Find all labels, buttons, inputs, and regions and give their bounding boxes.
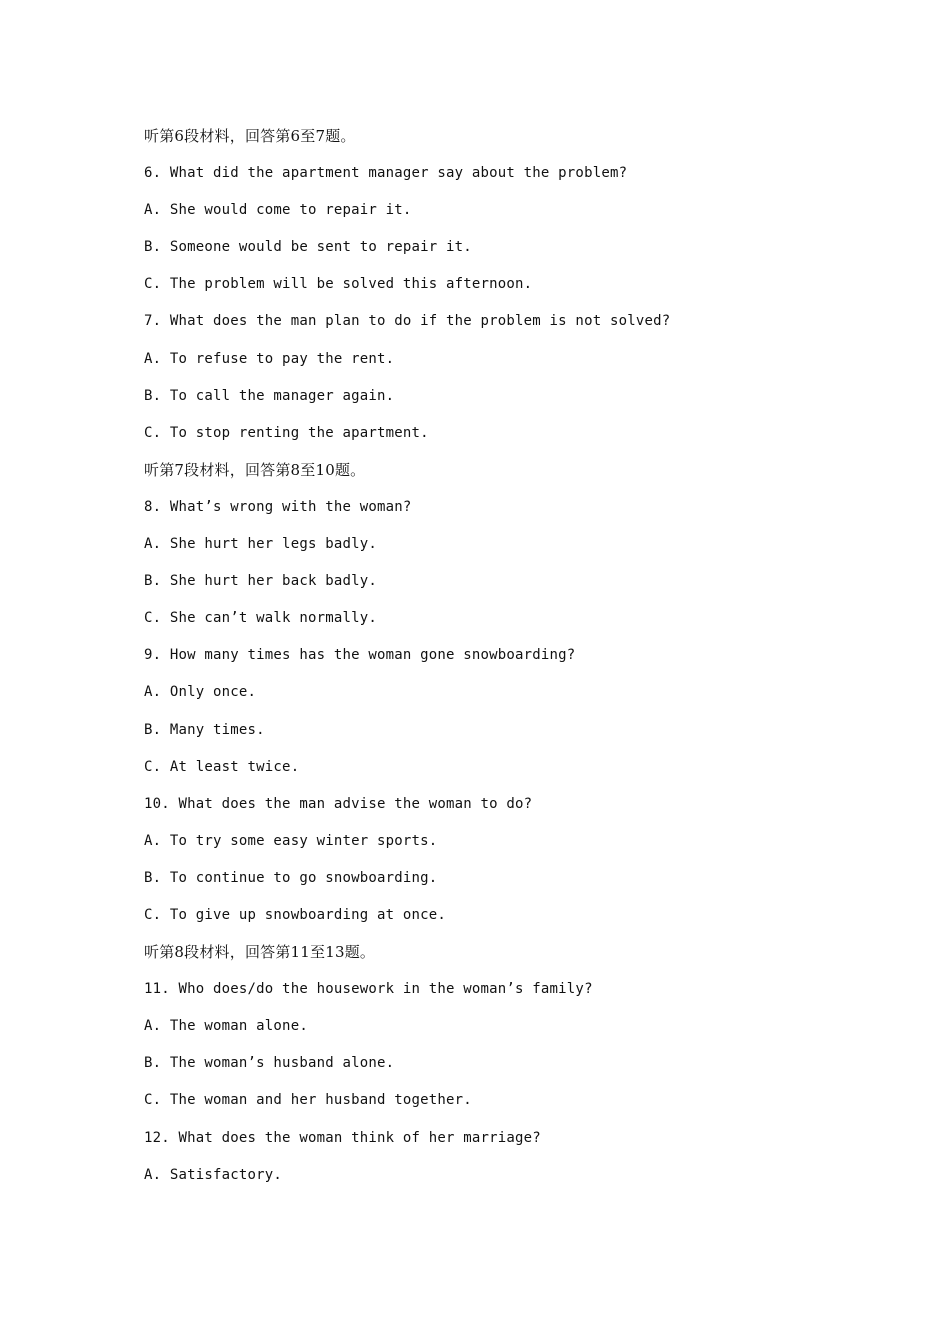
answer-option: A. She would come to repair it.	[144, 202, 412, 219]
section-heading: 听第7段材料，回答第8至10题。	[144, 460, 366, 479]
section-heading: 听第8段材料，回答第11至13题。	[144, 943, 376, 962]
answer-option: C. She can’t walk normally.	[144, 610, 377, 627]
answer-option: C. At least twice.	[144, 758, 300, 775]
answer-option: B. To call the manager again.	[144, 387, 395, 404]
answer-option: B. Many times.	[144, 721, 265, 738]
answer-option: B. To continue to go snowboarding.	[144, 869, 438, 886]
question-text: 7. What does the man plan to do if the problem is not solved?	[144, 313, 671, 330]
answer-option: A. Satisfactory.	[144, 1166, 283, 1183]
answer-option: C. The problem will be solved this afternoon.	[144, 276, 533, 293]
question-text: 6. What did the apartment manager say about the problem?	[144, 165, 628, 182]
answer-option: B. The woman’s husband alone.	[144, 1055, 395, 1072]
question-text: 12. What does the woman think of her marriage?	[144, 1129, 541, 1146]
answer-option: A. She hurt her legs badly.	[144, 536, 377, 553]
document-body	[144, 124, 864, 1200]
answer-option: B. Someone would be sent to repair it.	[144, 239, 472, 256]
answer-option: C. The woman and her husband together.	[144, 1092, 472, 1109]
question-text: 8. What’s wrong with the woman?	[144, 498, 412, 515]
question-text: 9. How many times has the woman gone snowboarding?	[144, 647, 576, 664]
answer-option: A. The woman alone.	[144, 1018, 308, 1035]
answer-option: A. Only once.	[144, 684, 257, 701]
question-text: 11. Who does/do the housework in the woman’s family?	[144, 981, 593, 998]
answer-option: C. To give up snowboarding at once.	[144, 906, 447, 923]
section-heading: 听第6段材料，回答第6至7题。	[144, 127, 356, 145]
answer-option: C. To stop renting the apartment.	[144, 424, 429, 441]
answer-option: B. She hurt her back badly.	[144, 573, 377, 590]
answer-option: A. To try some easy winter sports.	[144, 832, 438, 849]
question-text: 10. What does the man advise the woman to do?	[144, 795, 533, 812]
answer-option: A. To refuse to pay the rent.	[144, 350, 395, 367]
